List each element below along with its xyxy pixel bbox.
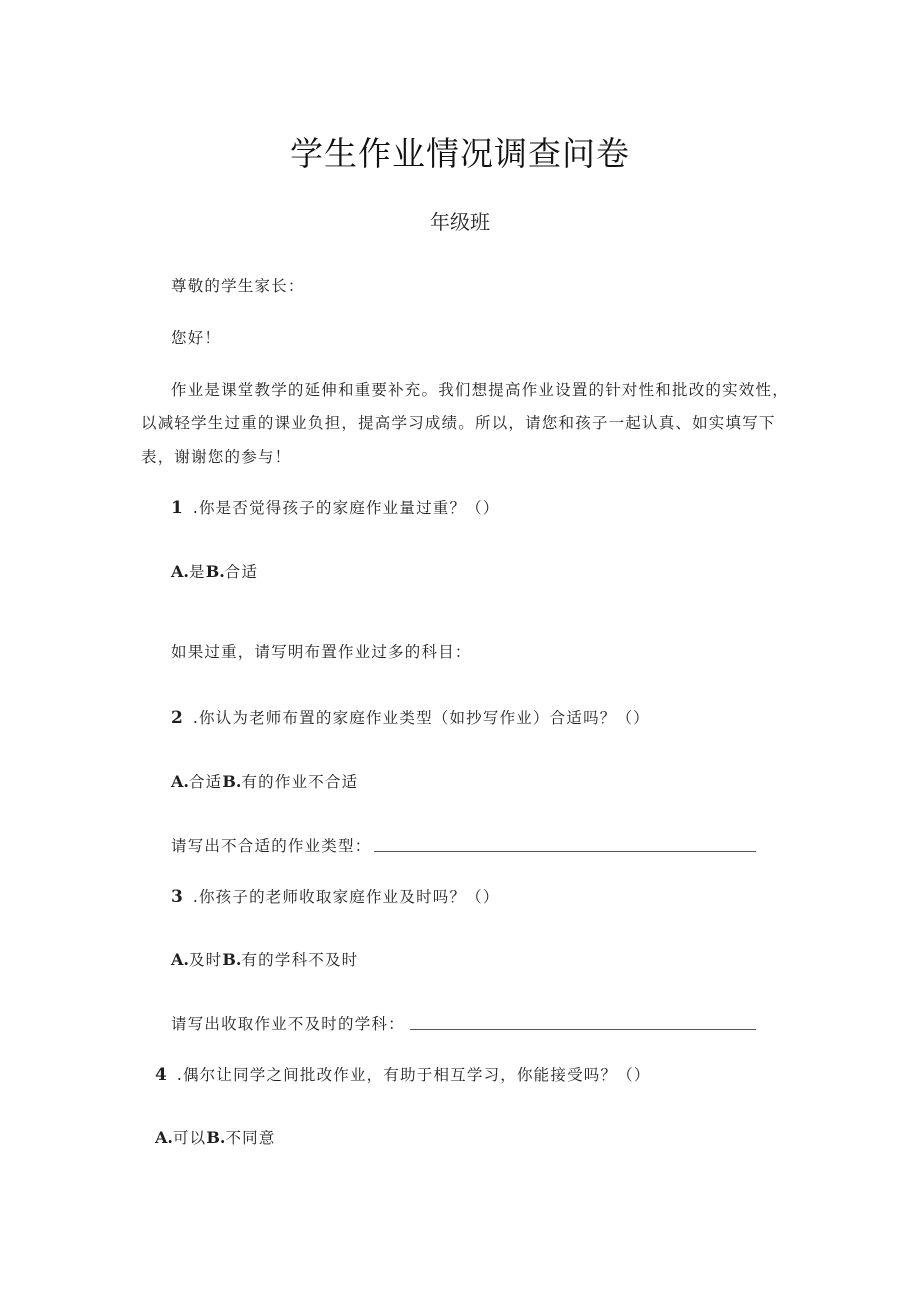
intro-line-2: 以减轻学生过重的课业负担，提高学习成绩。所以，请您和孩子一起认真、如实填写下 bbox=[141, 414, 776, 432]
document-title: 学生作业情况调查问卷 bbox=[290, 134, 630, 173]
question-text: .偶尔让同学之间批改作业，有助于相互学习，你能接受吗？（） bbox=[176, 1066, 651, 1084]
question-number: 1 bbox=[171, 498, 183, 518]
document-subtitle: 年级班 bbox=[430, 210, 490, 234]
question-4-options bbox=[155, 1126, 276, 1148]
option-text: 及时 bbox=[188, 951, 223, 969]
question-1-followup: 如果过重，请写明布置作业过多的科目： bbox=[171, 643, 472, 661]
question-number: 4 bbox=[155, 1065, 167, 1085]
option-label: B. bbox=[222, 772, 242, 791]
question-3-followup: 请写出收取作业不及时的学科： bbox=[171, 1015, 405, 1033]
option-label: A. bbox=[171, 562, 189, 581]
question-1 bbox=[171, 496, 500, 518]
option-label: B. bbox=[205, 562, 225, 581]
option-text: 合适 bbox=[224, 563, 259, 581]
intro-line-1: 作业是课堂教学的延伸和重要补充。我们想提高作业设置的针对性和批改的实效性， bbox=[171, 381, 789, 399]
option-text: 有的作业不合适 bbox=[241, 773, 359, 791]
option-label: A. bbox=[155, 1128, 173, 1147]
answer-blank-2[interactable] bbox=[374, 851, 756, 852]
question-text: .你孩子的老师收取家庭作业及时吗？（） bbox=[192, 888, 500, 906]
hello-line: 您好！ bbox=[171, 329, 222, 347]
option-text: 不同意 bbox=[225, 1129, 276, 1147]
question-3 bbox=[171, 885, 500, 907]
option-label: A. bbox=[171, 950, 189, 969]
question-2 bbox=[171, 706, 650, 728]
question-text: .你是否觉得孩子的家庭作业量过重？（） bbox=[192, 499, 500, 517]
question-number: 2 bbox=[171, 708, 183, 728]
question-text: .你认为老师布置的家庭作业类型（如抄写作业）合适吗？（） bbox=[192, 709, 650, 727]
option-text: 是 bbox=[188, 563, 206, 581]
option-label: A. bbox=[171, 772, 189, 791]
question-2-options bbox=[171, 770, 358, 792]
answer-blank-3[interactable] bbox=[410, 1029, 756, 1030]
option-text: 合适 bbox=[188, 773, 223, 791]
option-label: B. bbox=[206, 1128, 226, 1147]
question-4 bbox=[155, 1063, 651, 1085]
option-text: 有的学科不及时 bbox=[241, 951, 359, 969]
question-3-options bbox=[171, 948, 358, 970]
greeting: 尊敬的学生家长： bbox=[171, 277, 305, 295]
intro-line-3: 表，谢谢您的参与！ bbox=[141, 448, 292, 466]
option-text: 可以 bbox=[172, 1129, 207, 1147]
question-2-followup: 请写出不合适的作业类型： bbox=[171, 837, 372, 855]
question-number: 3 bbox=[171, 887, 183, 907]
option-label: B. bbox=[222, 950, 242, 969]
question-1-options bbox=[171, 560, 258, 582]
